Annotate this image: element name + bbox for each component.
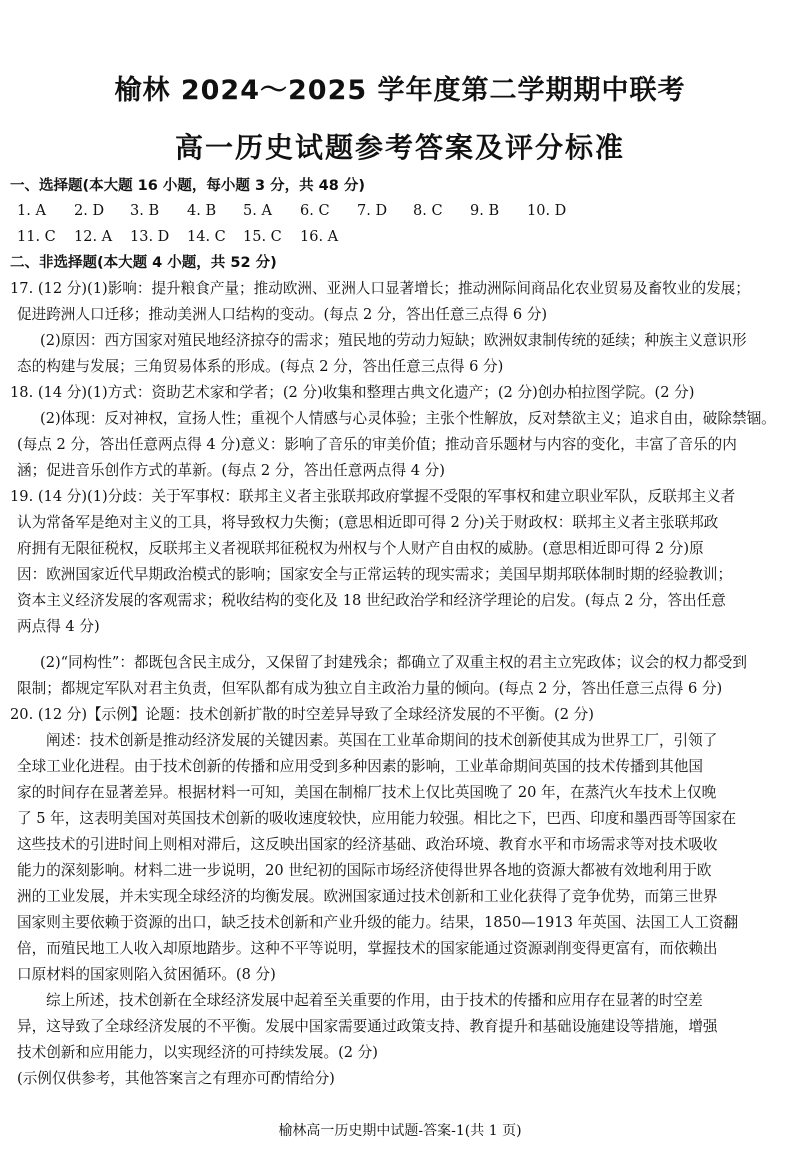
- page-footer: 榆林高一历史期中试题-答案-1(共 1 页): [278, 1123, 522, 1139]
- answer-item: 1. A: [17, 203, 46, 219]
- answer-item: 10. D: [527, 203, 567, 219]
- answer-item: 8. C: [413, 203, 443, 219]
- q20-line: 全球工业化进程。由于技术创新的传播和应用受到多种因素的影响，工业革命期间英国的技术传播到其他国: [17, 758, 703, 775]
- q19-line: 两点得 4 分): [17, 618, 100, 635]
- q19-line: 19. (14 分)(1)分歧：关于军事权：联邦主义者主张联邦政府掌握不受限的军事权和建立职业军队，反联邦主义者: [10, 488, 736, 505]
- q20-note: (示例仅供参考，其他答案言之有理亦可酌情给分): [17, 1070, 335, 1087]
- q20-line: 阐述：技术创新是推动经济发展的关键因素。英国在工业革命期间的技术创新使其成为世界工厂，引领了: [46, 732, 718, 749]
- q18-line: 涵；促进音乐创作方式的革新。(每点 2 分，答出任意两点得 4 分): [17, 462, 445, 479]
- q18-line: 18. (14 分)(1)方式：资助艺术家和学者；(2 分)收集和整理古典文化遗产；(2 分)创办柏拉图学院。(2 分): [10, 384, 695, 401]
- answers-row-2: [17, 228, 417, 246]
- q20-line: 国家则主要依赖于资源的出口，缺乏技术创新和产业升级的能力。结果，1850—1913 年英国、法国工人工资翻: [17, 914, 739, 931]
- q19-line: 限制；都规定军队对君主负责，但军队都有成为独立自主政治力量的倾向。(每点 2 分，答出任意三点得 6 分): [17, 680, 723, 697]
- answer-item: 11. C: [17, 229, 56, 245]
- q17-line: 态的构建与发展；三角贸易体系的形成。(每点 2 分，答出任意三点得 6 分): [17, 358, 504, 375]
- q17-line: 17. (12 分)(1)影响：提升粮食产量；推动欧洲、亚洲人口显著增长；推动洲际间商品化农业贸易及畜牧业的发展；: [10, 280, 750, 297]
- q20-line: 异，这导致了全球经济发展的不平衡。发展中国家需要通过政策支持、教育提升和基础设施建设等措施，增强: [17, 1018, 718, 1035]
- q20-line: 倍，而殖民地工人收入却原地踏步。这种不平等说明，掌握技术的国家能通过资源剥削变得更富有，而依赖出: [17, 940, 718, 957]
- q17-line: 促进跨洲人口迁移；推动美洲人口结构的变动。(每点 2 分，答出任意三点得 6 分): [17, 306, 548, 323]
- document-subtitle: 高一历史试题参考答案及评分标准: [174, 131, 625, 164]
- answer-item: 4. B: [187, 203, 217, 219]
- answers-row-1: [17, 202, 777, 220]
- q19-line: 因：欧洲国家近代早期政治模式的影响；国家安全与正常运转的现实需求；美国早期邦联体制时期的经验教训；: [17, 566, 733, 583]
- answer-item: 7. D: [357, 203, 388, 219]
- q19-line: 府拥有无限征税权，反联邦主义者视联邦征税权为州权与个人财产自由权的威胁。(意思相近即可得 2 分)原: [17, 540, 704, 557]
- answer-item: 9. B: [470, 203, 500, 219]
- section2-heading: 二、非选择题(本大题 4 小题，共 52 分): [10, 255, 277, 271]
- q19-line: 资本主义经济发展的客观需求；税收结构的变化及 18 世纪政治学和经济学理论的启发。(每点 2 分，答出任意: [17, 592, 726, 609]
- q20-line: 口原材料的国家则陷入贫困循环。(8 分): [17, 966, 276, 983]
- q20-line: 这些技术的引进时间上则相对滞后，这反映出国家的经济基础、政治环境、教育水平和市场需求等对技术吸收: [17, 836, 718, 853]
- answer-item: 16. A: [300, 229, 339, 245]
- answer-item: 12. A: [74, 229, 113, 245]
- q18-line: (2)体现：反对神权，宣扬人性；重视个人情感与心灵体验；主张个性解放，反对禁欲主义；追求自由，破除禁锢。: [40, 410, 776, 427]
- q20-line: 洲的工业发展，并未实现全球经济的均衡发展。欧洲国家通过技术创新和工业化获得了竞争优势，而第三世界: [17, 888, 718, 905]
- section1-heading: 一、选择题(本大题 16 小题，每小题 3 分，共 48 分): [10, 178, 365, 194]
- answer-item: 2. D: [74, 203, 105, 219]
- q20-line: 20. (12 分)【示例】论题：技术创新扩散的时空差异导致了全球经济发展的不平衡。(2 分): [10, 706, 594, 723]
- q20-line: 了 5 年，这表明美国对英国技术创新的吸收速度较快，应用能力较强。相比之下，巴西、印度和墨西哥等国家在: [17, 810, 737, 827]
- document-title: 榆林 2024～2025 学年度第二学期期中联考: [114, 75, 686, 106]
- answer-item: 6. C: [300, 203, 330, 219]
- q17-line: (2)原因：西方国家对殖民地经济掠夺的需求；殖民地的劳动力短缺；欧洲奴隶制传统的延续；种族主义意识形: [40, 332, 747, 349]
- answer-item: 14. C: [187, 229, 226, 245]
- answer-item: 3. B: [130, 203, 160, 219]
- answer-item: 15. C: [243, 229, 282, 245]
- answer-item: 13. D: [130, 229, 170, 245]
- q20-line: 家的时间存在显著差异。根据材料一可知，美国在制棉厂技术上仅比英国晚了 20 年，在蒸汽火车技术上仅晚: [17, 784, 717, 801]
- q20-line: 技术创新和应用能力，以实现经济的可持续发展。(2 分): [17, 1044, 378, 1061]
- q20-line: 综上所述，技术创新在全球经济发展中起着至关重要的作用，由于技术的传播和应用存在显著的时空差: [46, 992, 703, 1009]
- q19-line: (2)“同构性”：都既包含民主成分，又保留了封建残余；都确立了双重主权的君主立宪政体；议会的权力都受到: [40, 654, 747, 671]
- q20-line: 能力的深刻影响。材料二进一步说明，20 世纪初的国际市场经济使得世界各地的资源大都被有效地利用于欧: [17, 862, 712, 879]
- q19-line: 认为常备军是绝对主义的工具，将导致权力失衡；(意思相近即可得 2 分)关于财政权：联邦主义者主张联邦政: [17, 514, 719, 531]
- answer-item: 5. A: [243, 203, 272, 219]
- q18-line: (每点 2 分，答出任意两点得 4 分)意义：影响了音乐的审美价值；推动音乐题材与内容的变化，丰富了音乐的内: [17, 436, 737, 453]
